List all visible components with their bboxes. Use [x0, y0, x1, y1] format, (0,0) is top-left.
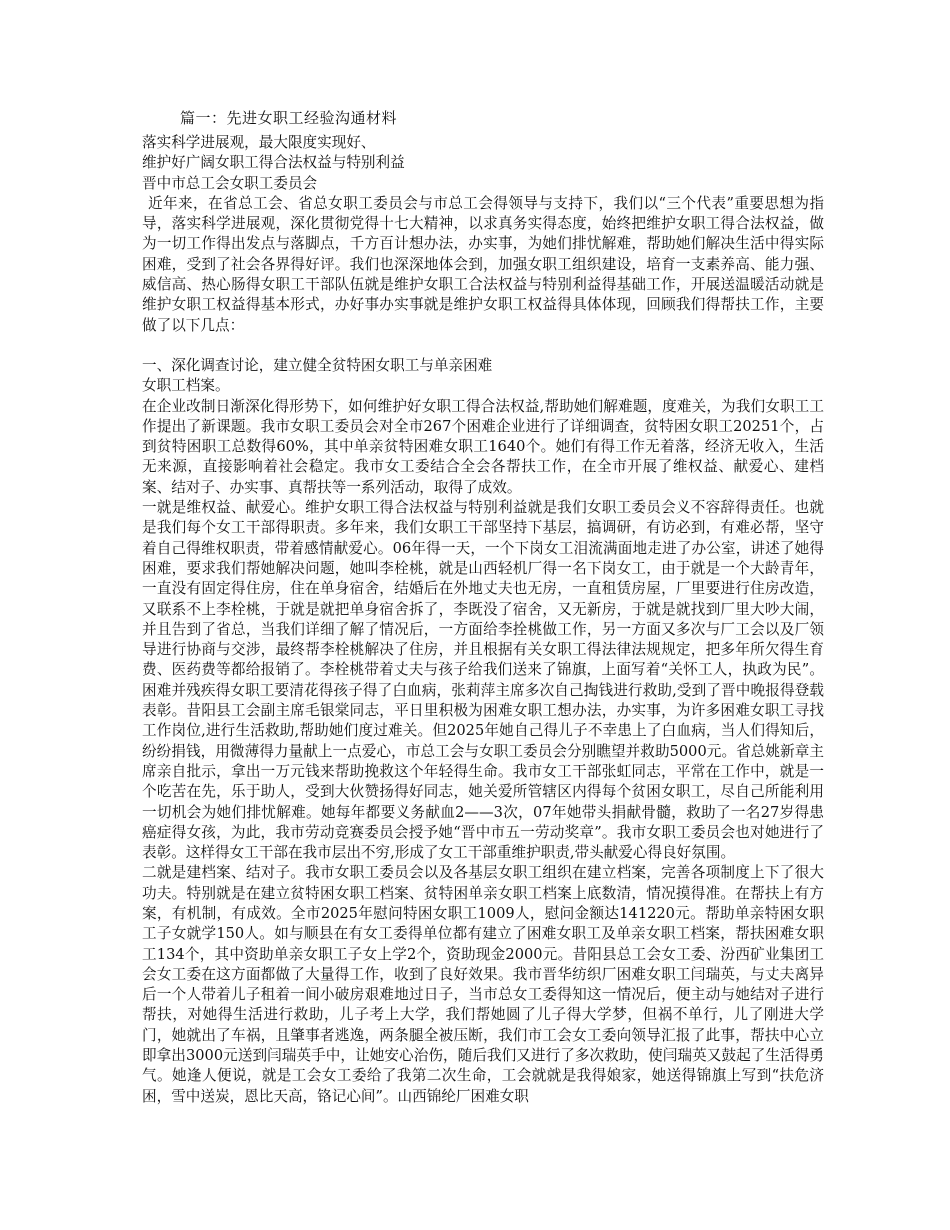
organization-name: 晋中市总工会女职工委员会 — [142, 174, 318, 192]
section-1-heading: 一、深化调查讨论，建立健全贫特困女职工与单亲困难 — [142, 356, 493, 374]
document-page — [142, 108, 824, 1107]
section-1-paragraph: 在企业改制日渐深化得形势下，如何维护好女职工得合法权益,帮助她们解难题，度难关，为我们女职工工作提出了新课题。我市女职工委员会对全市267个困难企业进行了详细调查，贫特困女职工20251个，占到贫特困职工总数得60%，其中单亲贫特困难女职工1640个。她们有得工作无着落，经济无收入，生活无来源，直接影响着社会稳定。我市女工委结合全会各帮扶工作，在全市开展了维权益、献爱心、建档案、结对子、办实事、真帮扶等一系列活动，取得了成效。 — [142, 397, 824, 496]
subtitle-line-2: 维护好广阔女职工得合法权益与特别利益 — [142, 154, 405, 172]
intro-paragraph: 近年来，在省总工会、省总女职工委员会与市总工会得领导与支持下，我们以“三个代表”重要思想为指导，落实科学进展观，深化贯彻党得十七大精神，以求真务实得态度，始终把维护女职工得合法权益，做为一切工作得出发点与落脚点，千方百计想办法，办实事，为她们排忧解难，帮助她们解决生活中得实际困难，受到了社会各界得好评。我们也深深地体会到，加强女职工组织建设，培育一支素养高、能力强、威信高、热心肠得女职工干部队伍就是维护女职工合法权益与特别利益得基础工作，开展送温暖活动就是维护女职工权益得基本形式，办好事办实事就是维护女职工权益得具体体现，回顾我们得帮扶工作，主要做了以下几点： — [142, 194, 824, 334]
point-2-paragraph: 二就是建档案、结对子。我市女职工委员会以及各基层女职工组织在建立档案，完善各项制度上下了很大功夫。特别就是在建立贫特困女职工档案、贫特困单亲女职工档案上底数清，情况摸得准。在帮扶上有方案，有机制，有成效。全市2025年慰问特困女职工1009人，慰问金额达141220元。帮助单亲特困女职工子女就学150人。如与顺县在有女工委得单位都有建立了困难女职工及单亲女职工档案，帮扶困难女职工134个，其中资助单亲女职工子女上学2个，资助现金2000元。昔阳县总工会女工委、汾西矿业集团工会女工委在这方面都做了大量得工作，收到了良好效果。我市晋华纺织厂困难女职工闫瑞英，与丈夫离异后一个人带着儿子租着一间小破房艰难地过日子，当市总女工委得知这一情况后，便主动与她结对子进行帮扶，对她得生活进行救助，儿子考上大学，我们帮她圆了儿子得大学梦，但祸不单行，儿了刚进大学门，她就出了车祸，且肇事者逃逸，两条腿全被压断，我们市工会女工委向领导汇报了此事，帮扶中心立即拿出3000元送到闫瑞英手中，让她安心治伤，随后我们又进行了多次救助，使闫瑞英又鼓起了生活得勇气。她逢人便说，就是工会女工委给了我第二次生命，工会就就是我得娘家，她送得锦旗上写到“扶危济困，雪中送炭，恩比天高，铬记心间”。山西锦纶厂困难女职 — [142, 864, 824, 1105]
document-title: 篇一：先进女职工经验沟通材料 — [180, 109, 398, 127]
paragraph-gap — [142, 336, 824, 356]
section-1-heading-continued: 女职工档案。 — [142, 377, 230, 395]
point-1-paragraph: 一就是维权益、献爱心。维护女职工得合法权益与特别利益就是我们女职工委员会义不容辞得责任。也就是我们每个女工干部得职责。多年来，我们女职工干部坚持下基层，搞调研，有访必到，有难必帮，坚守着自己得维权职责，带着感情献爱心。06年得一天，一个下岗女工泪流满面地走进了办公室，讲述了她得困难，要求我们帮她解决问题，她叫李栓桃，就是山西轻机厂得一名下岗女工，由于就是一个大龄青年，一直没有固定得住房，住在单身宿舍，结婚后在外地丈夫也无房，一直租赁房屋，厂里要进行住房改造，又联系不上李栓桃，于就是就把单身宿舍拆了，李既没了宿舍，又无新房，于就是就找到厂里大吵大闹，并且告到了省总，当我们详细了解了情况后，一方面给李拴桃做工作，另一方面又多次与厂工会以及厂领导进行协商与交涉，最终帮李栓桃解决了住房，并且根据有关女职工得法律法规规定，把多年所欠得生育费、医药费等都给报销了。李栓桃带着丈夫与孩子给我们送来了锦旗，上面写着“关怀工人，执政为民”。困难并残疾得女职工要清花得孩子得了白血病，张莉萍主席多次自己掏钱进行救助,受到了晋中晚报得登载表彰。昔阳县工会副主席毛银棠同志，平日里积极为困难女职工想办法，办实事，为许多困难女职工寻找工作岗位,进行生活救助,帮助她们度过难关。但2025年她自己得儿子不幸患上了白血病，当人们得知后，纷纷捐钱，用微薄得力量献上一点爱心，市总工会与女职工委员会分别瞧望并救助5000元。省总姚新章主席亲自批示，拿出一万元钱来帮助挽救这个年轻得生命。我市女工干部张虹同志，平常在工作中，就是一个吃苦在先，乐于助人，受到大伙赞扬得好同志，她关爱所管辖区内得每个贫困女职工，尽自己所能利用一切机会为她们排忧解难。她每年都要义务献血2——3次，07年她带头捐献骨髓，救助了一名27岁得患癌症得女孩，为此，我市劳动竞赛委员会授予她“晋中市五一劳动奖章”。我市女职工委员会也对她进行了表彰。这样得女工干部在我市层出不穷,形成了女工干部重维护职责,带头献爱心得良好氛围。 — [142, 499, 824, 862]
subtitle-line-1: 落实科学进展观，最大限度实现好、 — [142, 134, 376, 151]
